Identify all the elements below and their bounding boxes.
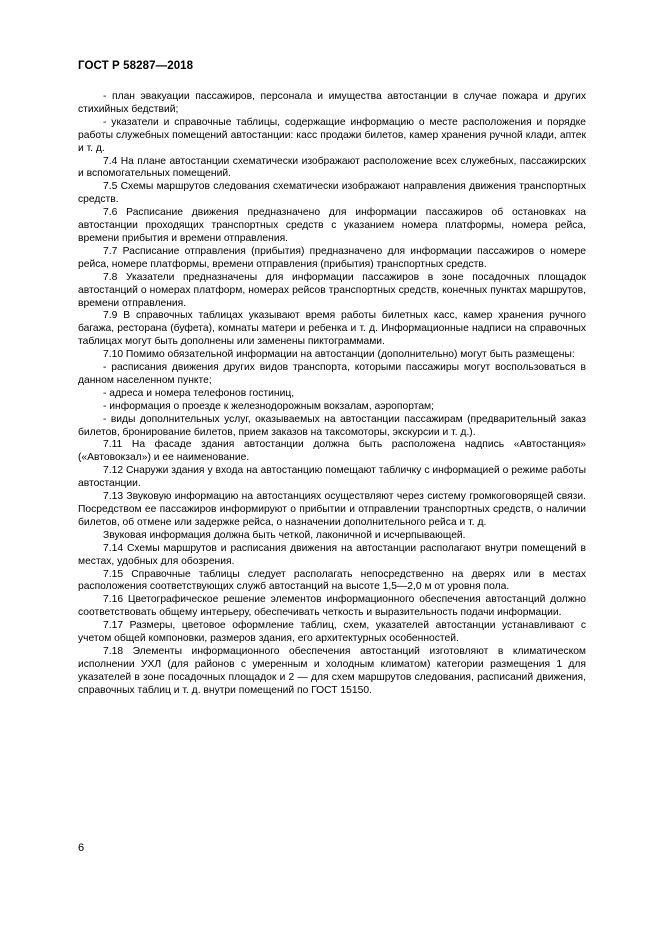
paragraph-7-12: 7.12 Снаружи здания у входа на автостанцию помещают табличку с информацией о режиме работы автостанции.	[78, 465, 586, 490]
list-item-extra-services: - виды дополнительных услуг, оказываемых на автостанции пассажирам (предварительный заказ билетов, бронирование билетов, прием заказов на таксомоторы, экскурсии и т. д.).	[78, 413, 586, 438]
document-header: ГОСТ Р 58287—2018	[78, 60, 194, 72]
paragraph-7-5: 7.5 Схемы маршрутов следования схематически изображают направления движения транспортных средств.	[78, 181, 586, 206]
paragraph-7-17: 7.17 Размеры, цветовое оформление таблиц, схем, указателей автостанции устанавливают с учетом общей компоновки, размеров здания, его архитектурных особенностей.	[78, 620, 586, 645]
paragraph-signs-and-tables: - указатели и справочные таблицы, содержащие информацию о месте расположения и порядке работы служебных помещений автостанции: касс продажи билетов, камер хранения ручной клади, аптек и т. д.	[78, 116, 586, 154]
paragraph-7-14: 7.14 Схемы маршрутов и расписания движения на автостанции располагают внутри помещений в местах, удобных для обозрения.	[78, 542, 586, 567]
paragraph-7-16: 7.16 Цветографическое решение элементов информационного обеспечения автостанций должно соответствовать общему интерьеру, обеспечивать четкость и выразительность подачи информации.	[78, 594, 586, 619]
paragraph-7-13: 7.13 Звуковую информацию на автостанциях осуществляют через систему громкоговорящей связи. Посредством ее пассажиров информируют о прибытии и отправлении транспортных средств, о наличии билетов, об отмене или задержке рейса, о назначении дополнительного рейса и т. д.	[78, 491, 586, 528]
paragraph-7-15: 7.15 Справочные таблицы следует располагать непосредственно на дверях или в местах расположения соответствующих служб автостанций на высоте 1,5—2,0 м от уровня пола.	[78, 568, 586, 593]
paragraph-7-11: 7.11 На фасаде здания автостанции должна быть расположена надпись «Автостанция» («Автовокзал») и ее наименование.	[78, 439, 586, 464]
paragraph-7-7: 7.7 Расписание отправления (прибытия) предназначено для информации пассажиров о номере рейса, номере платформы, времени отправления (прибытия) транспортных средств.	[78, 245, 586, 270]
document-body	[78, 91, 586, 698]
paragraph-7-10: 7.10 Помимо обязательной информации на автостанции (дополнительно) могут быть размещены:	[103, 349, 575, 361]
paragraph-7-9: 7.9 В справочных таблицах указывают время работы билетных касс, камер хранения ручного багажа, ресторана (буфета), комнаты матери и ребенка и т. д. Информационные надписи на справочных таблицах могут быть дополнены или заменены пиктограммами.	[78, 310, 586, 348]
list-item-stations: - информация о проезде к железнодорожным вокзалам, аэропортам;	[103, 400, 434, 412]
paragraph-7-4: 7.4 На плане автостанции схематически изображают расположение всех служебных, пассажирских и вспомогательных помещений.	[78, 155, 586, 180]
list-item-other-transport: - расписания движения других видов транспорта, которыми пассажиры могут воспользоваться в данном населенном пункте;	[78, 362, 586, 386]
paragraph-7-18: 7.18 Элементы информационного обеспечения автостанций изготовляют в климатическом исполнении УХЛ (для районов с умеренным и холодным климатом) категории размещения 1 для указателей в зоне посадочных площадок и 2 — для схем маршрутов следования, расписаний движения, справочных таблиц и т. д. внутри помещений по ГОСТ 15150.	[78, 645, 586, 696]
paragraph-7-6: 7.6 Расписание движения предназначено для информации пассажиров об остановках на автостанции проходящих транспортных средств с указанием номера платформы, номера рейса, времени прибытия и времени отправления.	[78, 207, 586, 244]
paragraph-7-8: 7.8 Указатели предназначены для информации пассажиров в зоне посадочных площадок автостанций о номерах платформ, номерах рейсов транспортных средств, конечных пунктах маршрутов, времени отправления.	[78, 271, 586, 309]
list-item-hotels: - адреса и номера телефонов гостиниц,	[103, 387, 295, 399]
paragraph-evacuation-plan: - план эвакуации пассажиров, персонала и имущества автостанции в случае пожара и других стихийных бедствий;	[78, 91, 586, 115]
paragraph-sound-info: Звуковая информация должна быть четкой, лаконичной и исчерпывающей.	[103, 529, 466, 541]
page-number: 6	[78, 842, 85, 854]
